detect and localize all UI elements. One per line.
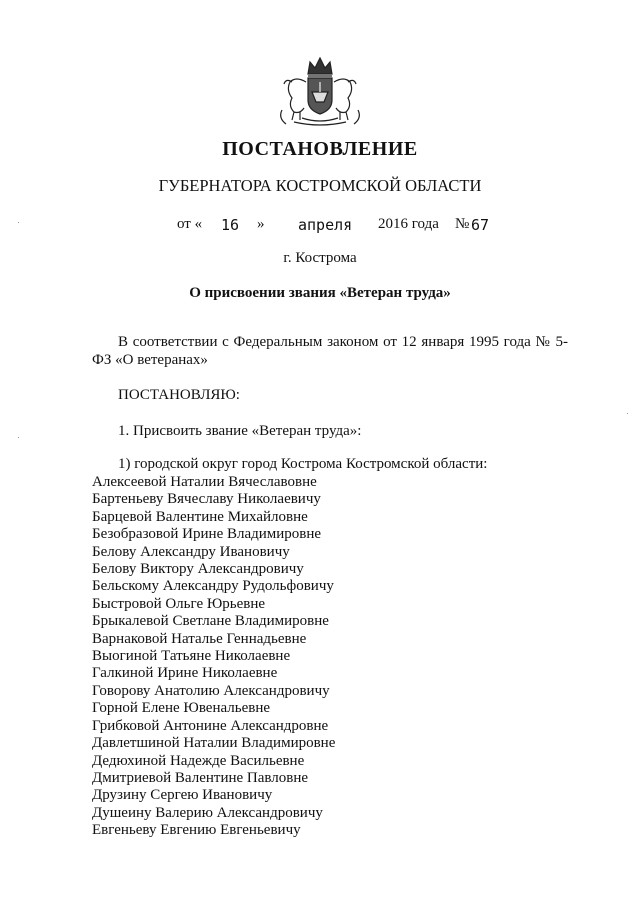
document-heading: О присвоении звания «Ветеран труда» bbox=[189, 285, 451, 301]
list-item: Бартеньеву Вячеславу Николаевичу bbox=[92, 491, 321, 508]
date-year: 2016 года bbox=[378, 216, 439, 232]
date-quote-close: » bbox=[257, 216, 265, 232]
list-item: Белову Виктору Александровичу bbox=[92, 561, 304, 578]
list-item: Грибковой Антонине Александровне bbox=[92, 717, 329, 734]
list-item: Дмитриевой Валентине Павловне bbox=[92, 769, 309, 786]
list-item: Белову Александру Ивановичу bbox=[92, 543, 290, 560]
scan-speck bbox=[627, 413, 628, 414]
list-item: Безобразовой Ирине Владимировне bbox=[92, 526, 322, 543]
document-title: ПОСТАНОВЛЕНИЕ bbox=[222, 138, 418, 160]
list-item: Варнаковой Наталье Геннадьевне bbox=[92, 630, 307, 647]
scan-speck bbox=[18, 437, 19, 438]
intro-paragraph: В соответствии с Федеральным законом от 12 января 1995 года № 5-ФЗ «О ветеранах» bbox=[92, 334, 568, 368]
list-item: Галкиной Ирине Николаевне bbox=[92, 665, 278, 682]
document-number: 67 bbox=[471, 216, 490, 234]
list-item: Евгеньеву Евгению Евгеньевичу bbox=[92, 822, 301, 839]
coat-of-arms-icon bbox=[272, 52, 368, 132]
names-list bbox=[92, 474, 335, 840]
list-item: Друзину Сергею Ивановичу bbox=[92, 787, 273, 804]
list-item: Алексеевой Наталии Вячеславовне bbox=[92, 474, 317, 490]
city-line: г. Кострома bbox=[283, 250, 357, 266]
scan-speck bbox=[18, 222, 19, 223]
decree-line: ПОСТАНОВЛЯЮ: bbox=[118, 387, 240, 403]
number-label: № bbox=[455, 216, 470, 232]
date-day: 16 bbox=[221, 216, 240, 234]
list-item: Барцевой Валентине Михайловне bbox=[92, 508, 308, 525]
subitem-1: 1) городской округ город Кострома Костромской области: bbox=[118, 456, 488, 472]
list-item: Говорову Анатолию Александровичу bbox=[92, 682, 330, 699]
list-item: Быстровой Ольге Юрьевне bbox=[92, 595, 266, 612]
date-line bbox=[0, 216, 640, 236]
document-subtitle: ГУБЕРНАТОРА КОСТРОМСКОЙ ОБЛАСТИ bbox=[158, 176, 482, 195]
list-item: Душеину Валерию Александровичу bbox=[92, 804, 323, 821]
list-item: Горной Елене Ювенальевне bbox=[92, 700, 271, 717]
list-item: Брыкалевой Светлане Владимировне bbox=[92, 613, 329, 630]
date-prefix: от « bbox=[177, 216, 203, 232]
item-1: 1. Присвоить звание «Ветеран труда»: bbox=[118, 423, 362, 439]
date-month: апреля bbox=[298, 216, 353, 234]
list-item: Давлетшиной Наталии Владимировне bbox=[92, 735, 336, 752]
list-item: Выогиной Татьяне Николаевне bbox=[92, 648, 291, 665]
list-item: Бельскому Александру Рудольфовичу bbox=[92, 578, 334, 595]
list-item: Дедюхиной Надежде Васильевне bbox=[92, 752, 305, 769]
